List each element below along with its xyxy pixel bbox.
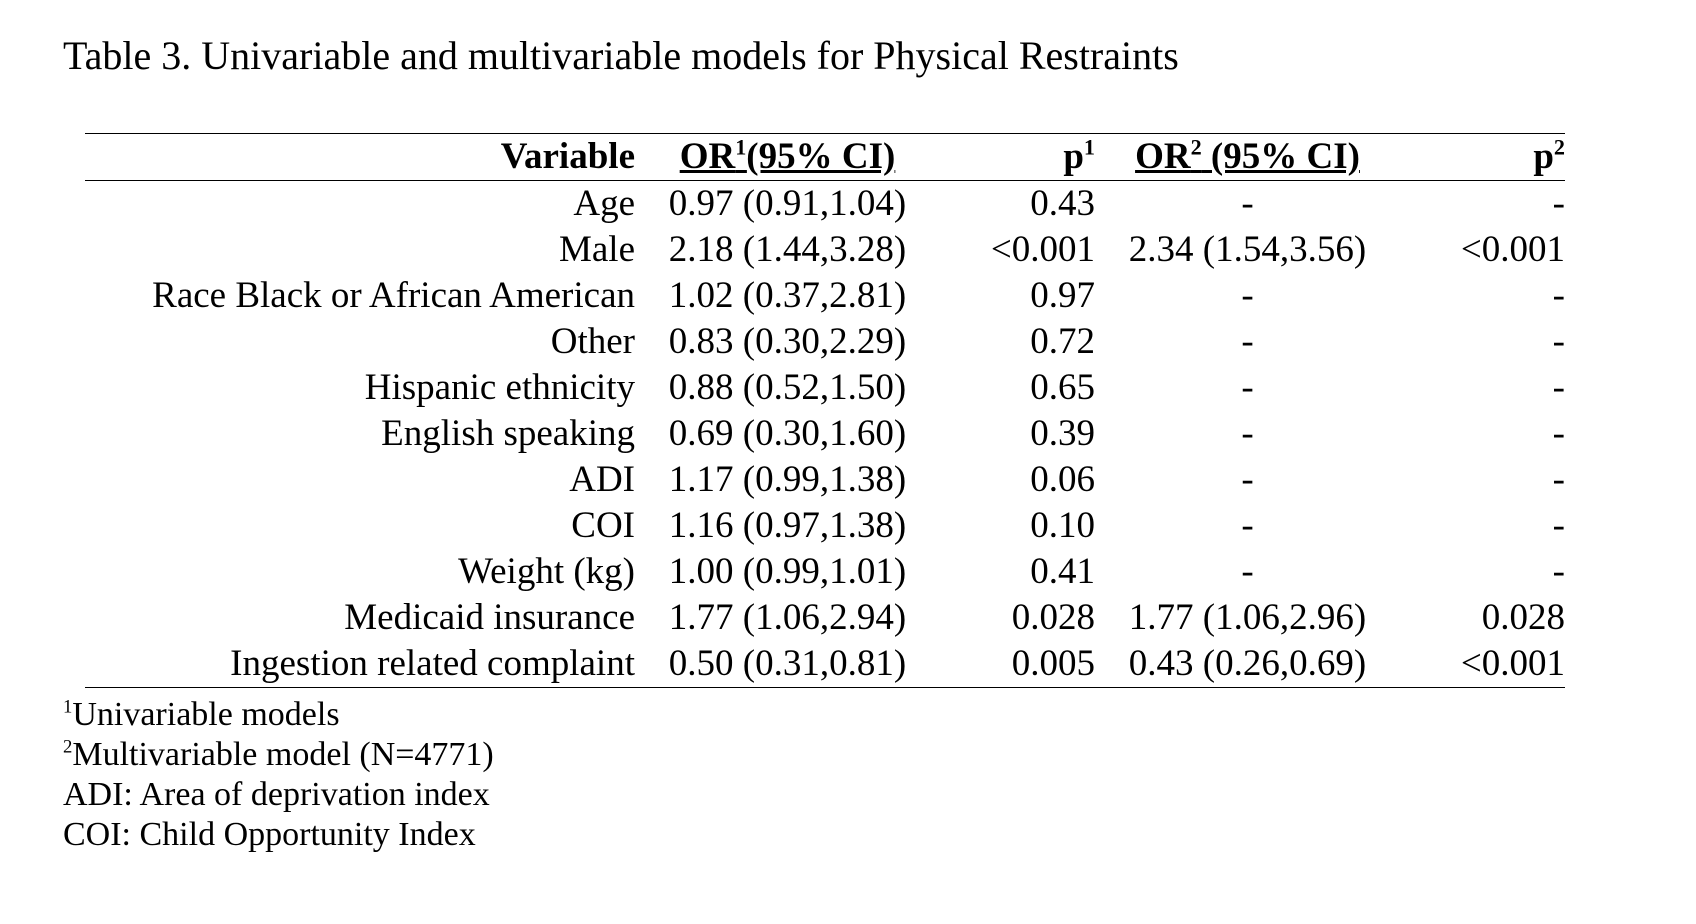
table-title: Table 3. Univariable and multivariable models for Physical Restraints — [63, 33, 1179, 78]
header-or1-sup: 1 — [735, 134, 747, 160]
cell-p2: - — [1552, 321, 1565, 362]
cell-p2: - — [1552, 413, 1565, 454]
footnote-marker: 2 — [63, 736, 73, 758]
cell-p2: - — [1552, 367, 1565, 408]
cell-p1: <0.001 — [990, 229, 1095, 270]
cell-p1: 0.005 — [1011, 643, 1095, 684]
cell-p2: - — [1552, 275, 1565, 316]
header-variable — [85, 134, 635, 181]
cell-variable: ADI — [569, 459, 635, 500]
cell-p2: <0.001 — [1460, 229, 1565, 270]
footnote-marker: 1 — [63, 696, 73, 718]
header-or2-rest: (95% CI) — [1201, 136, 1360, 177]
footnotes — [63, 695, 494, 855]
cell-or2: - — [1241, 413, 1254, 454]
cell-or1: 2.18 (1.44,3.28) — [668, 229, 907, 270]
cell-variable: Medicaid insurance — [344, 597, 635, 638]
results-table — [85, 133, 1565, 688]
cell-variable: COI — [571, 505, 635, 546]
table-row — [85, 457, 1565, 503]
cell-or1: 0.69 (0.30,1.60) — [668, 413, 907, 454]
footnote — [63, 695, 494, 735]
table-body — [85, 181, 1565, 688]
cell-or1: 1.16 (0.97,1.38) — [668, 505, 907, 546]
header-or2-label — [1135, 136, 1360, 177]
cell-variable: Male — [558, 229, 635, 270]
header-p2 — [1400, 134, 1565, 181]
table-row — [85, 365, 1565, 411]
cell-or2: - — [1241, 275, 1254, 316]
footnote-text: ADI: Area of deprivation index — [63, 776, 490, 813]
footnote-text: COI: Child Opportunity Index — [63, 816, 476, 853]
cell-or2: - — [1241, 183, 1254, 224]
header-p2-main: p — [1533, 136, 1554, 177]
table-row — [85, 549, 1565, 595]
cell-p1: 0.41 — [1030, 551, 1095, 592]
cell-or1: 1.17 (0.99,1.38) — [668, 459, 907, 500]
cell-p1: 0.028 — [1011, 597, 1095, 638]
cell-or2: - — [1241, 459, 1254, 500]
footnote-text: Multivariable model (N=4771) — [72, 736, 494, 773]
cell-p2: - — [1552, 551, 1565, 592]
cell-p1: 0.06 — [1030, 459, 1095, 500]
header-or2-sup: 2 — [1190, 134, 1202, 160]
cell-or1: 0.50 (0.31,0.81) — [668, 643, 907, 684]
cell-or2: 2.34 (1.54,3.56) — [1128, 229, 1367, 270]
cell-or1: 1.77 (1.06,2.94) — [668, 597, 907, 638]
header-p1-main: p — [1063, 136, 1084, 177]
cell-p1: 0.65 — [1030, 367, 1095, 408]
cell-p2: - — [1552, 459, 1565, 500]
cell-or2: - — [1241, 321, 1254, 362]
footnote — [63, 735, 494, 775]
cell-or2: - — [1241, 551, 1254, 592]
table-row — [85, 181, 1565, 228]
table-row — [85, 641, 1565, 688]
header-or1-main: OR — [679, 136, 736, 177]
cell-or1: 0.88 (0.52,1.50) — [668, 367, 907, 408]
header-or1-rest: (95% CI) — [746, 136, 896, 177]
table-row — [85, 595, 1565, 641]
table-row — [85, 319, 1565, 365]
cell-or1: 1.02 (0.37,2.81) — [668, 275, 907, 316]
footnote — [63, 815, 494, 855]
cell-variable: Age — [573, 183, 635, 224]
header-or1 — [635, 134, 940, 181]
cell-or2: - — [1241, 505, 1254, 546]
cell-p2: 0.028 — [1481, 597, 1565, 638]
cell-variable: Other — [550, 321, 635, 362]
header-p2-sup: 2 — [1553, 134, 1565, 160]
header-p1 — [940, 134, 1095, 181]
cell-p1: 0.10 — [1030, 505, 1095, 546]
header-or2-main: OR — [1135, 136, 1191, 177]
header-row — [85, 134, 1565, 181]
cell-or1: 1.00 (0.99,1.01) — [668, 551, 907, 592]
cell-p1: 0.43 — [1030, 183, 1095, 224]
cell-or2: 0.43 (0.26,0.69) — [1128, 643, 1367, 684]
cell-or1: 0.83 (0.30,2.29) — [668, 321, 907, 362]
cell-variable: Ingestion related complaint — [230, 643, 635, 684]
header-variable-label: Variable — [500, 136, 635, 177]
table-row — [85, 503, 1565, 549]
cell-variable: Race Black or African American — [152, 275, 635, 316]
cell-variable: Hispanic ethnicity — [364, 367, 635, 408]
cell-p2: <0.001 — [1460, 643, 1565, 684]
cell-variable: Weight (kg) — [458, 551, 635, 592]
cell-or2: 1.77 (1.06,2.96) — [1128, 597, 1367, 638]
cell-p2: - — [1552, 505, 1565, 546]
cell-p1: 0.72 — [1030, 321, 1095, 362]
footnote — [63, 775, 494, 815]
footnote-text: Univariable models — [72, 696, 340, 733]
cell-variable: English speaking — [381, 413, 635, 454]
table-row — [85, 411, 1565, 457]
table-row — [85, 273, 1565, 319]
table-row — [85, 227, 1565, 273]
header-p1-sup: 1 — [1083, 134, 1095, 160]
table-header — [85, 134, 1565, 181]
cell-p1: 0.39 — [1030, 413, 1095, 454]
cell-or2: - — [1241, 367, 1254, 408]
cell-p2: - — [1552, 183, 1565, 224]
cell-p1: 0.97 — [1030, 275, 1095, 316]
header-or1-label — [680, 136, 896, 177]
cell-or1: 0.97 (0.91,1.04) — [668, 183, 907, 224]
header-or2 — [1095, 134, 1400, 181]
